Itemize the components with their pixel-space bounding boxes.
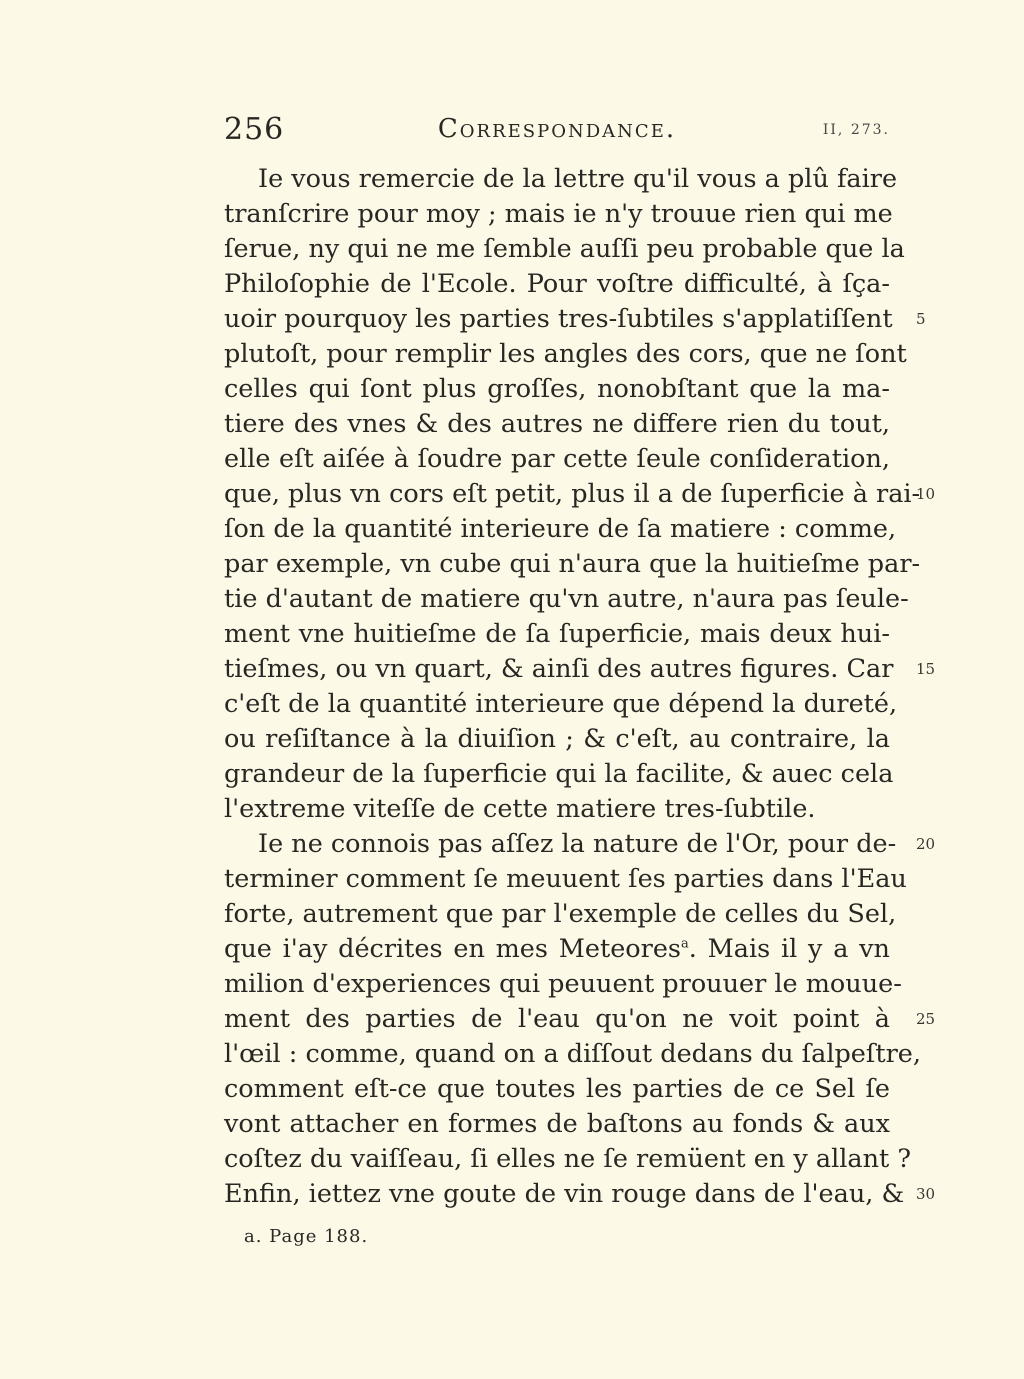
line-text: que i'ay décrites en mes Meteores (224, 934, 682, 964)
text-line (224, 512, 897, 547)
footnote: a. Page 188. (244, 1226, 369, 1247)
text-line (224, 862, 907, 897)
footnote-marker: a (681, 936, 689, 952)
text-line (224, 302, 926, 337)
line-text: ment vne huitieſme de ſa ſuperficie, mais deux hui- (224, 619, 890, 649)
line-text: forte, autrement que par l'exemple de celles du Sel, (224, 899, 897, 929)
line-text: tranſcrire pour moy ; mais ie n'y trouue rien qui me (224, 199, 893, 229)
text-line (224, 652, 936, 687)
text-line (224, 442, 890, 477)
text-line (224, 582, 909, 617)
line-text: que, plus vn cors eſt petit, plus il a de ſuperficie à rai- (224, 479, 921, 509)
text-line (224, 827, 936, 862)
text-line (224, 1037, 921, 1072)
text-line (224, 1142, 912, 1177)
line-text: ment des parties de l'eau qu'on ne voit point à (224, 1004, 890, 1034)
line-text: coſtez du vaiſſeau, ſi elles ne ſe remüent en y allant ? (224, 1144, 912, 1174)
text-line (224, 267, 890, 302)
line-text: milion d'experiences qui peuuent prouuer le mouue- (224, 969, 902, 999)
line-text: tie d'autant de matiere qu'vn autre, n'aura pas ſeule- (224, 584, 909, 614)
line-number: 30 (916, 1185, 936, 1203)
text-line (224, 722, 890, 757)
line-text: comment eſt-ce que toutes les parties de ce Sel ſe (224, 1074, 890, 1104)
line-text: celles qui ſont plus groſſes, nonobſtant que la ma- (224, 374, 890, 404)
text-line (224, 932, 890, 967)
text-line (224, 1072, 890, 1107)
line-text: Enfin, iettez vne goute de vin rouge dans de l'eau, & (224, 1179, 905, 1209)
line-text: plutoſt, pour remplir les angles des cors, que ne ſont (224, 339, 907, 369)
line-text-tail: . Mais il y a vn (688, 934, 890, 964)
text-line (224, 407, 890, 442)
line-text: par exemple, vn cube qui n'aura que la huitieſme par- (224, 549, 921, 579)
line-text: l'extreme viteſſe de cette matiere tres-ſubtile. (224, 794, 816, 824)
line-text: tieſmes, ou vn quart, & ainſi des autres figures. Car (224, 654, 894, 684)
text-line (224, 477, 936, 512)
line-text: grandeur de la ſuperficie qui la facilite, & auec cela (224, 759, 894, 789)
line-number: 15 (916, 660, 936, 678)
text-line (224, 1002, 936, 1037)
running-header (224, 112, 890, 152)
text-line (224, 1107, 890, 1142)
text-line (224, 337, 907, 372)
text-line (224, 372, 890, 407)
line-text: tiere des vnes & des autres ne differe rien du tout, (224, 409, 890, 439)
text-line (224, 617, 890, 652)
line-text: uoir pourquoy les parties tres-ſubtiles s'applatiſſent (224, 304, 893, 334)
text-line (224, 967, 902, 1002)
line-text: Philoſophie de l'Ecole. Pour voſtre difficulté, à ſça- (224, 269, 890, 299)
text-line (224, 1177, 936, 1212)
line-text: c'eſt de la quantité interieure que dépend la dureté, (224, 689, 898, 719)
text-line (224, 197, 893, 232)
line-text: elle eſt aiſée à ſoudre par cette ſeule conſideration, (224, 444, 890, 474)
line-number: 25 (916, 1010, 936, 1028)
text-line (224, 897, 897, 932)
text-line (224, 792, 890, 827)
page-number: 256 (224, 112, 285, 147)
line-text: l'œil : comme, quand on a diſſout dedans du ſalpeſtre, (224, 1039, 921, 1069)
text-line (224, 547, 921, 582)
line-text: Ie vous remercie de la lettre qu'il vous a plû faire (258, 164, 898, 194)
line-text: ſerue, ny qui ne me ſemble auſſi peu probable que la (224, 234, 905, 264)
text-line (224, 162, 898, 197)
line-text: terminer comment ſe meuuent ſes parties dans l'Eau (224, 864, 907, 894)
line-text: vont attacher en formes de baſtons au fonds & aux (224, 1109, 890, 1139)
text-line (224, 687, 898, 722)
line-text: ſon de la quantité interieure de ſa matiere : comme, (224, 514, 897, 544)
edition-reference: II, 273. (822, 122, 890, 138)
line-number: 5 (916, 310, 926, 328)
letter-text (224, 162, 936, 1212)
line-number: 20 (916, 835, 936, 853)
running-title: Correspondance. (437, 114, 677, 144)
text-line (224, 232, 905, 267)
line-number: 10 (916, 485, 936, 503)
line-text: ou reſiſtance à la diuiſion ; & c'eſt, au contraire, la (224, 724, 890, 754)
text-line (224, 757, 894, 792)
line-text: Ie ne connois pas aſſez la nature de l'Or, pour de- (258, 829, 897, 859)
